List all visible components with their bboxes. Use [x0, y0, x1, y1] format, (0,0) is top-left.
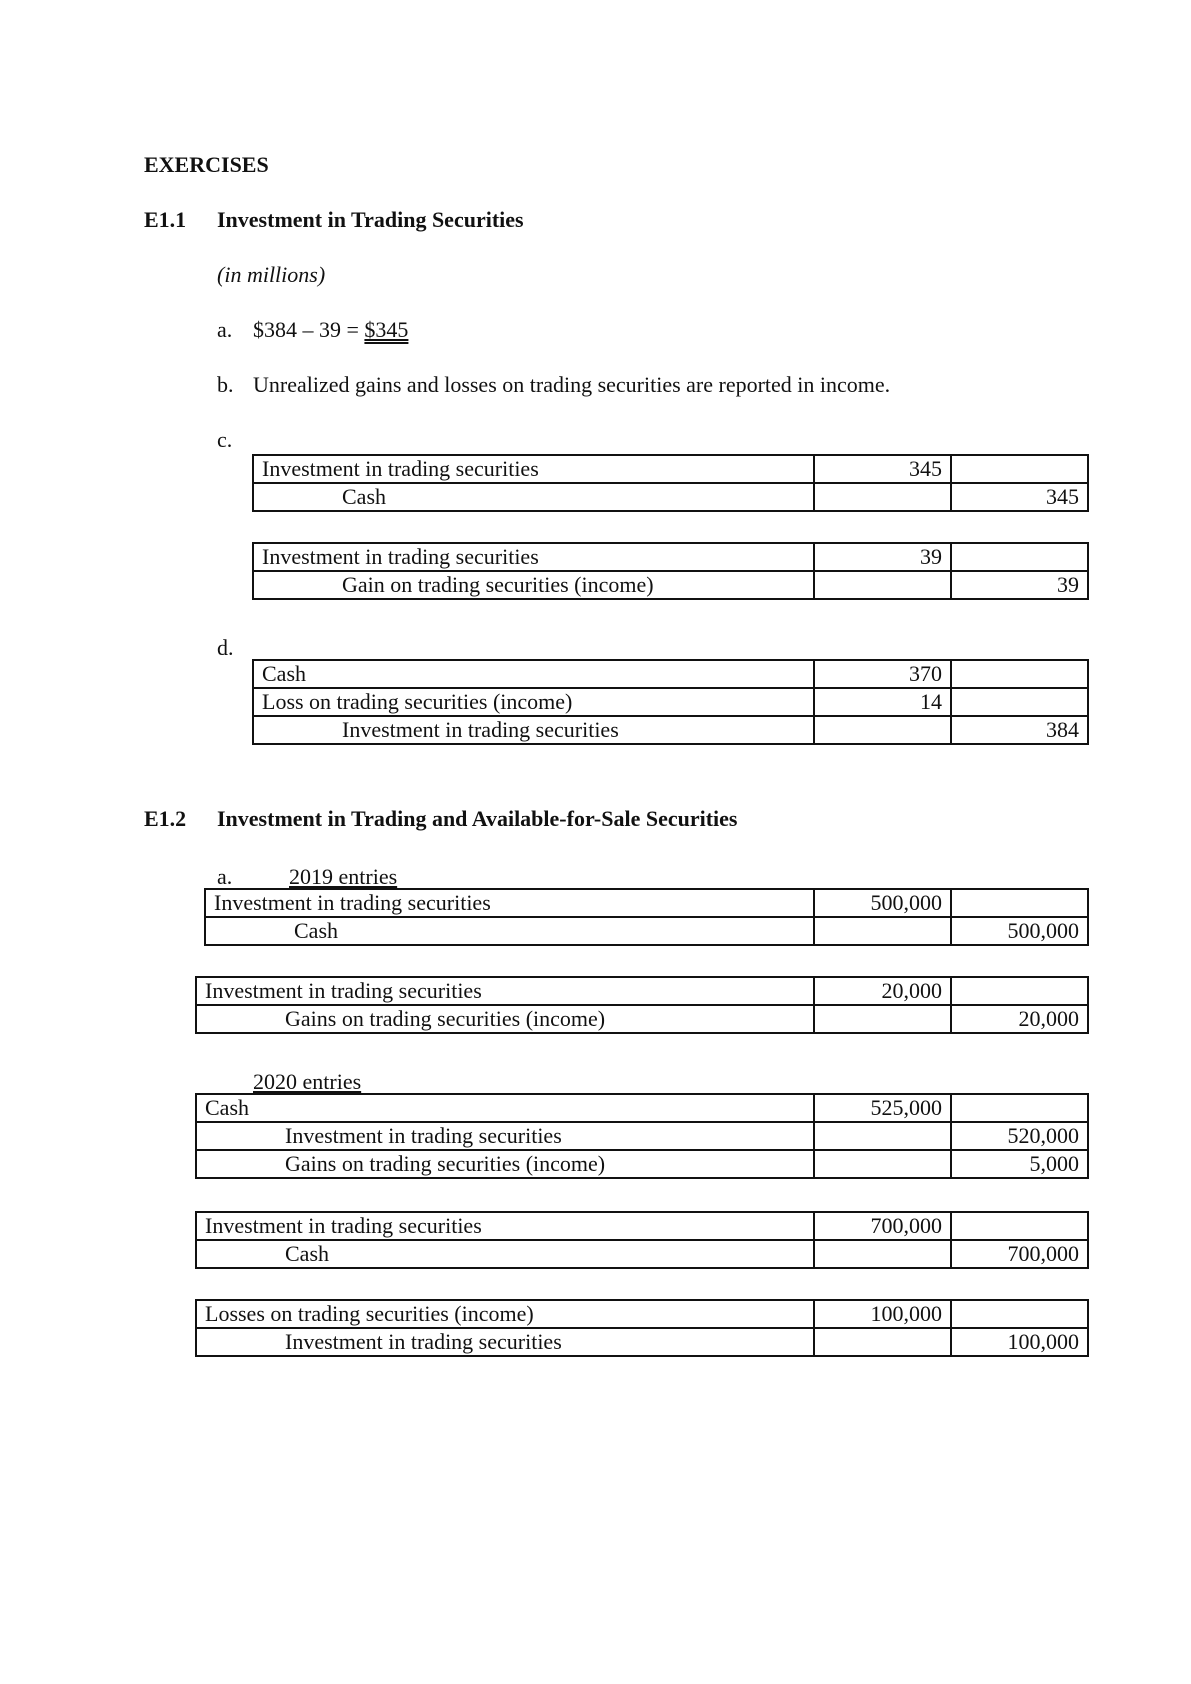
debit-cell	[814, 1005, 951, 1033]
credit-cell	[951, 1212, 1088, 1240]
debit-cell: 345	[814, 455, 951, 483]
entries-2020-label: 2020 entries	[253, 1069, 362, 1094]
table-row	[253, 455, 1088, 483]
table-row	[253, 483, 1088, 511]
item-b-label: b.	[217, 372, 234, 397]
credit-cell	[951, 1094, 1088, 1122]
table-row	[196, 1328, 1088, 1356]
account-cell: Investment in trading securities	[253, 455, 814, 483]
table-row	[253, 688, 1088, 716]
section-heading: EXERCISES	[144, 152, 269, 177]
debit-cell	[814, 483, 951, 511]
credit-cell	[951, 889, 1088, 917]
account-cell: Cash	[196, 1240, 814, 1268]
debit-cell	[814, 571, 951, 599]
table-row	[196, 977, 1088, 1005]
credit-cell: 520,000	[951, 1122, 1088, 1150]
exercise-title-e11: Investment in Trading Securities	[217, 207, 524, 232]
debit-cell	[814, 1328, 951, 1356]
credit-cell	[951, 688, 1088, 716]
credit-cell	[951, 455, 1088, 483]
account-cell: Investment in trading securities	[196, 1328, 814, 1356]
item-b-text: Unrealized gains and losses on trading securities are reported in income.	[253, 372, 891, 397]
item-a-calculation	[253, 319, 408, 341]
credit-cell: 500,000	[951, 917, 1088, 945]
table-row	[196, 1094, 1088, 1122]
account-cell: Gain on trading securities (income)	[253, 571, 814, 599]
debit-cell	[814, 1150, 951, 1178]
journal-entry-2020-3	[195, 1299, 1089, 1357]
table-row	[196, 1150, 1088, 1178]
table-row	[196, 1300, 1088, 1328]
table-row	[196, 1005, 1088, 1033]
table-row	[253, 543, 1088, 571]
journal-entry-2020-2	[195, 1211, 1089, 1269]
account-cell: Loss on trading securities (income)	[253, 688, 814, 716]
credit-cell: 20,000	[951, 1005, 1088, 1033]
debit-cell: 500,000	[814, 889, 951, 917]
debit-cell: 39	[814, 543, 951, 571]
account-cell: Investment in trading securities	[196, 1122, 814, 1150]
calculation-text: $384 – 39 =	[253, 317, 365, 342]
table-row	[196, 1212, 1088, 1240]
journal-entry-c2	[252, 542, 1089, 600]
debit-cell: 14	[814, 688, 951, 716]
item-a-label: a.	[217, 317, 233, 342]
account-cell: Losses on trading securities (income)	[196, 1300, 814, 1328]
credit-cell: 100,000	[951, 1328, 1088, 1356]
item-d-label: d.	[217, 635, 234, 660]
journal-entry-c1	[252, 454, 1089, 512]
table-row	[253, 716, 1088, 744]
table-row	[205, 889, 1088, 917]
journal-entry-2019-1	[204, 888, 1089, 946]
account-cell: Investment in trading securities	[253, 716, 814, 744]
item-a-label-e12: a.	[217, 864, 233, 889]
journal-entry-2020-1	[195, 1093, 1089, 1179]
account-cell: Cash	[196, 1094, 814, 1122]
debit-cell	[814, 1122, 951, 1150]
account-cell: Gains on trading securities (income)	[196, 1150, 814, 1178]
account-cell: Cash	[253, 660, 814, 688]
table-row	[205, 917, 1088, 945]
credit-cell: 700,000	[951, 1240, 1088, 1268]
exercise-number-e11: E1.1	[144, 207, 187, 232]
credit-cell	[951, 977, 1088, 1005]
credit-cell	[951, 660, 1088, 688]
debit-cell	[814, 716, 951, 744]
account-cell: Investment in trading securities	[196, 1212, 814, 1240]
debit-cell	[814, 917, 951, 945]
table-row	[196, 1122, 1088, 1150]
debit-cell: 100,000	[814, 1300, 951, 1328]
units-note: (in millions)	[217, 262, 326, 287]
item-c-label: c.	[217, 427, 233, 452]
account-cell: Investment in trading securities	[196, 977, 814, 1005]
account-cell: Cash	[205, 917, 814, 945]
account-cell: Investment in trading securities	[205, 889, 814, 917]
table-row	[253, 660, 1088, 688]
credit-cell	[951, 543, 1088, 571]
credit-cell: 384	[951, 716, 1088, 744]
entries-2019-label: 2019 entries	[289, 864, 398, 889]
credit-cell: 39	[951, 571, 1088, 599]
journal-entry-2019-2	[195, 976, 1089, 1034]
credit-cell	[951, 1300, 1088, 1328]
account-cell: Investment in trading securities	[253, 543, 814, 571]
table-row	[196, 1240, 1088, 1268]
debit-cell: 700,000	[814, 1212, 951, 1240]
debit-cell: 525,000	[814, 1094, 951, 1122]
credit-cell: 345	[951, 483, 1088, 511]
account-cell: Gains on trading securities (income)	[196, 1005, 814, 1033]
calculation-result: $345	[364, 317, 409, 342]
credit-cell: 5,000	[951, 1150, 1088, 1178]
table-row	[253, 571, 1088, 599]
exercise-number-e12: E1.2	[144, 806, 187, 831]
debit-cell: 20,000	[814, 977, 951, 1005]
exercise-title-e12: Investment in Trading and Available-for-Sale Securities	[217, 806, 738, 831]
account-cell: Cash	[253, 483, 814, 511]
journal-entry-d1	[252, 659, 1089, 745]
debit-cell: 370	[814, 660, 951, 688]
debit-cell	[814, 1240, 951, 1268]
